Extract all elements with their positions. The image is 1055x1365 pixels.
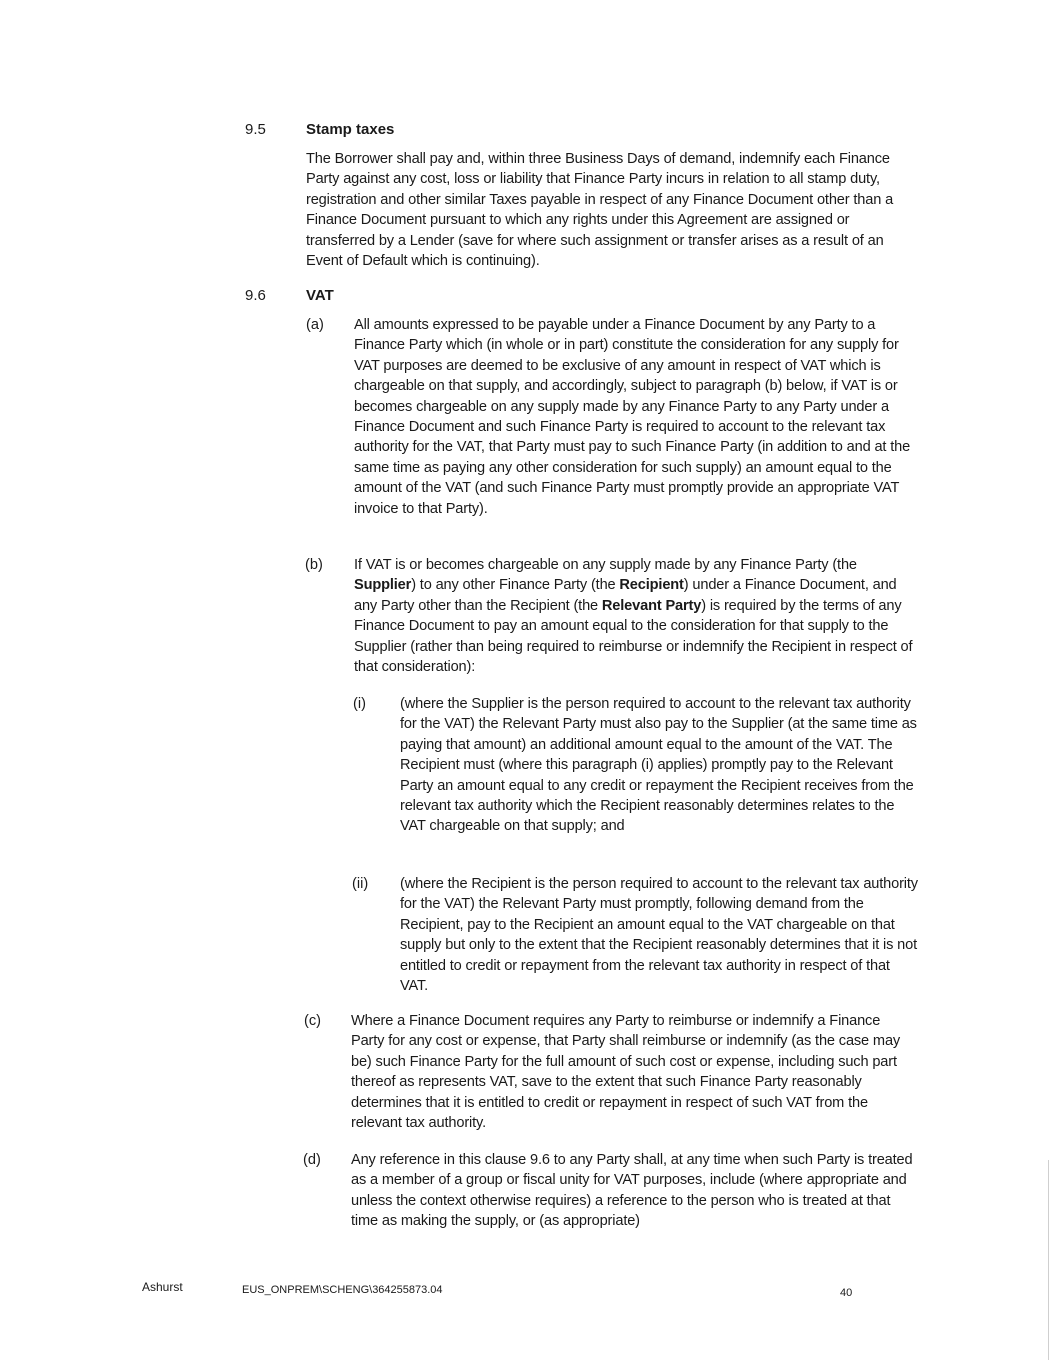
paragraph-label: (a) bbox=[306, 317, 324, 333]
paragraph-label: (d) bbox=[303, 1152, 321, 1168]
defined-term: Relevant Party bbox=[601, 597, 702, 614]
defined-term: Supplier bbox=[354, 577, 412, 594]
paragraph-label: (c) bbox=[304, 1013, 322, 1029]
section-body: The Borrower shall pay and, within three Business Days of demand, indemnify each Finance Party against any cost, loss or liability that Finance Party incurs in relation to all stamp duty, registration and other similar Taxes payable in respect of any Finance Document other than a Finance Document pursuant to which any rights under this Agreement are assigned or transferred by a Lender (save for where such assignment or transfer arises as a result of an Event of Default which is continuing). bbox=[306, 151, 894, 270]
text-run: ) is required by the terms of any Finance Document to pay an amount equal to the consideration for that supply to the Supplier (rather than being required to reimburse or indemnify the Recipient in respect of that consideration): bbox=[354, 597, 913, 676]
paragraph-text: All amounts expressed to be payable under a Finance Document by any Party to a Finance Party which (in whole or in part) constitute the consideration for any supply for VAT purposes are deemed to be exclusive of any amount in respect of VAT which is chargeable on that supply, and accordingly, subject to paragraph (b) below, if VAT is or becomes chargeable on any supply made by any Finance Party to any Party under a Finance Document and such Finance Party is required to account to the relevant tax authority for the VAT, that Party must pay to such Finance Party (in addition to and at the same time as paying any other consideration for such supply) an amount equal to the amount of the VAT (and such Finance Party must promptly provide an appropriate VAT invoice to that Party). bbox=[354, 317, 911, 517]
defined-term: Recipient bbox=[619, 577, 684, 594]
section-title: Stamp taxes bbox=[306, 121, 395, 138]
paragraph-text: Any reference in this clause 9.6 to any Party shall, at any time when such Party is treated as a member of a group or fiscal unity for VAT purposes, include (where appropriate and unless the context otherwise requires) a reference to the person who is treated at that time as making the supply, or (as appropriate) bbox=[351, 1152, 913, 1230]
paragraph-text bbox=[354, 555, 919, 677]
paragraph-text: Where a Finance Document requires any Party to reimburse or indemnify a Finance Party for any cost or expense, that Party shall reimburse or indemnify (as the case may be) such Finance Party for the full amount of such cost or expense, including such part thereof as represents VAT, save to the extent that such Finance Party reasonably determines that it is entitled to credit or repayment in respect of such VAT from the relevant tax authority. bbox=[351, 1013, 901, 1132]
subparagraph-label: (ii) bbox=[352, 876, 369, 892]
text-run: If VAT is or becomes chargeable on any supply made by any Finance Party (the bbox=[354, 557, 857, 573]
paragraph-label: (b) bbox=[305, 557, 323, 573]
subparagraph-text: (where the Recipient is the person required to account to the relevant tax authority for the VAT) the Relevant Party must promptly, following demand from the Recipient, pay to the Recipient an amount equal to the VAT chargeable on that supply but only to the extent that the Recipient reasonably determines that it is not entitled to credit or repayment from the relevant tax authority in respect of that VAT. bbox=[400, 876, 918, 995]
footer-doc-ref: EUS_ONPREM\SCHENG\364255873.04 bbox=[242, 1284, 443, 1296]
section-number: 9.5 bbox=[245, 121, 266, 138]
text-run: ) to any other Finance Party (the bbox=[411, 577, 620, 594]
page-number: 40 bbox=[840, 1287, 853, 1299]
text-run: ) under a Finance Document, and any Party other than the Recipient (the bbox=[354, 577, 897, 614]
subparagraph-text: (where the Supplier is the person required to account to the relevant tax authority for the VAT) the Relevant Party must also pay to the Supplier (at the same time as paying that amount) an additional amount equal to the amount of the VAT. The Recipient must (where this paragraph (i) applies) promptly pay to the Relevant Party an amount equal to any credit or repayment the Recipient receives from the relevant tax authority which the Recipient reasonably determines relates to the VAT chargeable on that supply; and bbox=[400, 696, 917, 835]
section-title: VAT bbox=[306, 287, 334, 304]
section-number: 9.6 bbox=[245, 287, 266, 304]
subparagraph-label: (i) bbox=[353, 696, 366, 712]
footer-firm: Ashurst bbox=[142, 1280, 183, 1294]
